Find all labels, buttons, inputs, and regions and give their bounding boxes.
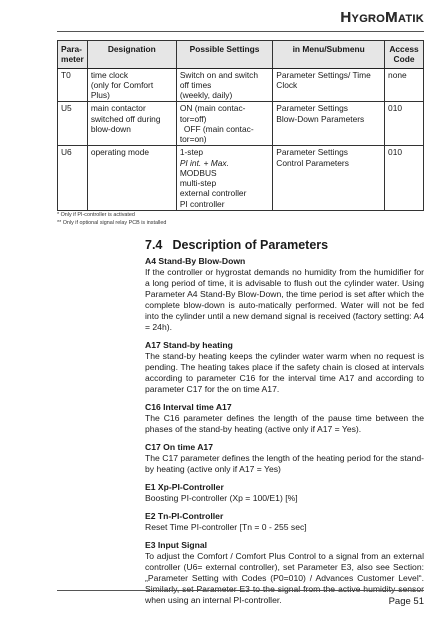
param-code: T0 [58,68,88,102]
menu-line: Blow-Down Parameters [276,113,365,124]
header-rule [57,31,424,32]
parameter-table [57,40,424,211]
settings-line: ON (main contac- [179,103,246,114]
footnote: * Only if PI-controller is activated [57,212,135,218]
access-code-cell: none [385,68,424,102]
param-code: U5 [58,102,88,146]
settings-line: Switch on and switch [179,69,259,80]
designation-line: operating mode [90,147,150,158]
parameter-entry [145,340,424,395]
column-header-settings: Possible Settings [176,41,272,69]
hygromatik-logo [340,9,424,26]
access-code-cell: 010 [385,146,424,211]
menu-line: Control Parameters [276,157,349,168]
parameter-title: C17 On time A17 [145,442,213,452]
column-header-access-code: Access Code [385,41,424,69]
menu-cell [273,68,385,102]
settings-line: off times [179,79,212,90]
menu-line: Parameter Settings/ Time [276,69,371,80]
settings-cell [176,146,272,211]
settings-line: OFF (main contac- [183,123,254,134]
settings-line: tor=on) [179,134,207,144]
column-header-parameter: Para-meter [58,41,88,69]
section-title: Description of Parameters [172,238,329,252]
designation-line: blow-down [90,123,131,134]
menu-cell [273,146,385,211]
section-heading [145,238,424,252]
settings-line: (weekly, daily) [179,90,233,100]
parameter-body: Reset Time PI-controller [Tn = 0 - 255 sec] [145,522,307,532]
designation-cell [87,68,176,102]
table-header-row [58,41,424,69]
designation-line: (only for Comfort Plus) [90,79,154,100]
settings-line: PI controller [179,198,225,209]
parameter-title: C16 Interval time A17 [145,402,232,412]
parameter-title: A4 Stand-By Blow-Down [145,256,246,266]
parameter-title: A17 Stand-by heating [145,340,233,350]
settings-line: MODBUS [179,167,217,178]
designation-line: time clock [90,69,129,80]
designation-line: main contactor [90,103,146,114]
parameter-body: The stand-by heating keeps the cylinder water warm when no request is pending. The heating takes place if the safety chain is closed at intervals according to parameter C16 for the interval time A17 and according to parameter C17 for the on time A17. [145,351,424,394]
parameter-entry [145,482,424,504]
parameter-body: The C17 parameter defines the length of the heating period for the stand-by heating (active only if A17 = Yes) [145,453,424,474]
settings-line: multi-step [179,178,217,188]
logo-text: HygroMatik [340,9,424,26]
section-number: 7.4 [145,238,163,252]
column-header-menu: in Menu/Submenu [273,41,385,69]
table-row [58,68,424,102]
menu-line: Parameter Settings [276,103,348,114]
menu-line: Parameter Settings [276,147,348,158]
settings-line: PI int. + Max. [179,157,229,168]
footnote: ** Only if optional signal relay PCB is installed [57,220,167,227]
designation-cell [87,102,176,146]
settings-line: external controller [179,188,247,199]
table-row [58,146,424,211]
parameter-body: The C16 parameter defines the length of the pause time between the phases of the stand-by heating (active only if A17 = Yes). [145,413,424,434]
designation-line: switched off during [90,113,161,124]
table-row [58,102,424,146]
settings-cell [176,102,272,146]
parameter-title: E2 Tn-PI-Controller [145,511,224,521]
parameter-description-section [145,238,424,613]
parameter-entry [145,442,424,475]
menu-line: Clock [276,79,298,90]
parameter-entry [145,256,424,333]
settings-cell [176,68,272,102]
access-code-cell: 010 [385,102,424,146]
menu-cell [273,102,385,146]
page-number: Page 51 [388,596,424,607]
parameter-body: Boosting PI-controller (Xp = 100/E1) [%] [145,493,298,503]
column-header-designation: Designation [87,41,176,69]
parameter-entry [145,540,424,606]
parameter-entry [145,511,424,533]
parameter-body: If the controller or hygrostat demands no humidity from the humidifier for a long period of time, it is advisable to flush out the cylinder water. Using Parameter A4 Stand-By Blow-Down, the time period is set after which the complete blow-down is auto-matically performed. Water will not be fed into the cylinder until a new demand signal is received (factory setting: A4 = 24h). [145,267,424,332]
parameter-body: To adjust the Comfort / Comfort Plus Control to a signal from an external controller (U6= external controller), set Parameter E3, also see Section: „Parameter Setting with Codes (P0=010) / Advances Customer Level“. Similarly, set Parameter E3 to the signal from the active humidity sensor when using an internal PI-controller. [145,551,424,605]
settings-line: 1-step [179,147,204,158]
settings-line: tor=off) [179,113,207,124]
parameter-title: E1 Xp-PI-Controller [145,482,224,492]
footer-rule [57,590,424,591]
parameter-title: E3 Input Signal [145,540,208,550]
table-footnotes [57,211,166,227]
parameter-entry [145,402,424,435]
designation-cell [87,146,176,211]
param-code: U6 [58,146,88,211]
